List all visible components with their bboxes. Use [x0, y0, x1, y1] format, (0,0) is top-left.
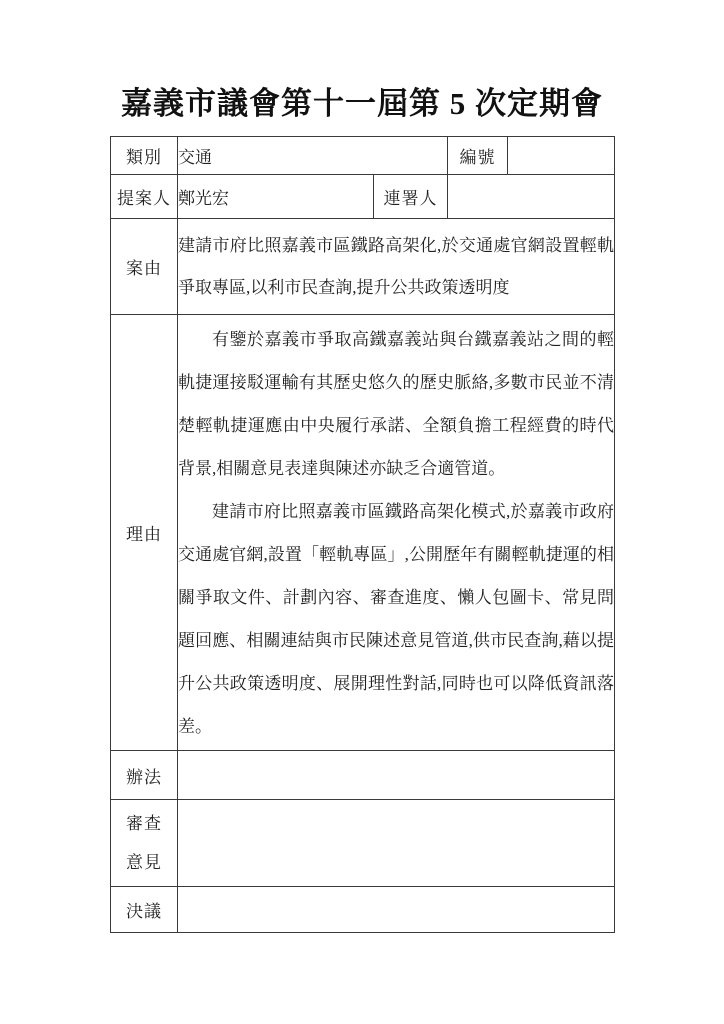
reason-paragraph-1: 有鑒於嘉義市爭取高鐵嘉義站與台鐵嘉義站之間的輕軌捷運接駁運輸有其歷史悠久的歷史脈絡,多數市民並不清楚輕軌捷運應由中央履行承諾、全額負擔工程經費的時代背景,相關意見表達與陳述亦缺乏合適管道。	[178, 329, 614, 478]
reason-value	[178, 315, 615, 751]
category-label: 類別	[111, 137, 178, 175]
number-value	[508, 137, 615, 175]
reason-label: 理由	[111, 315, 178, 751]
row-review-opinion	[111, 800, 615, 887]
number-label: 編號	[448, 137, 508, 175]
row-category-number	[111, 137, 615, 175]
cosigner-value	[448, 175, 615, 219]
review-opinion-label	[111, 800, 178, 887]
row-subject	[111, 219, 615, 315]
proposal-form-table	[110, 136, 615, 933]
review-opinion-value	[178, 800, 615, 887]
row-method	[111, 751, 615, 800]
subject-label: 案由	[111, 219, 178, 315]
proposer-value: 鄭光宏	[178, 175, 374, 219]
proposer-label: 提案人	[111, 175, 178, 219]
review-label-line2: 意見	[126, 853, 162, 872]
subject-value: 建請市府比照嘉義市區鐵路高架化,於交通處官網設置輕軌爭取專區,以利市民查詢,提升公共政策透明度	[178, 219, 615, 315]
row-proposer-cosigner	[111, 175, 615, 219]
resolution-label: 決議	[111, 887, 178, 933]
cosigner-label: 連署人	[374, 175, 448, 219]
reason-paragraph-2: 建請市府比照嘉義市區鐵路高架化模式,於嘉義市政府交通處官網,設置「輕軌專區」,公開歷年有關輕軌捷運的相關爭取文件、計劃內容、審查進度、懶人包圖卡、常見問題回應、相關連結與市民陳述意見管道,供市民查詢,藉以提升公共政策透明度、展開理性對話,同時也可以降低資訊落差。	[178, 501, 614, 736]
method-value	[178, 751, 615, 800]
review-label-line1: 審查	[126, 814, 162, 833]
method-label: 辦法	[111, 751, 178, 800]
resolution-value	[178, 887, 615, 933]
row-reason	[111, 315, 615, 751]
row-resolution	[111, 887, 615, 933]
category-value: 交通	[178, 137, 448, 175]
document-title: 嘉義市議會第十一屆第 5 次定期會	[121, 86, 603, 121]
